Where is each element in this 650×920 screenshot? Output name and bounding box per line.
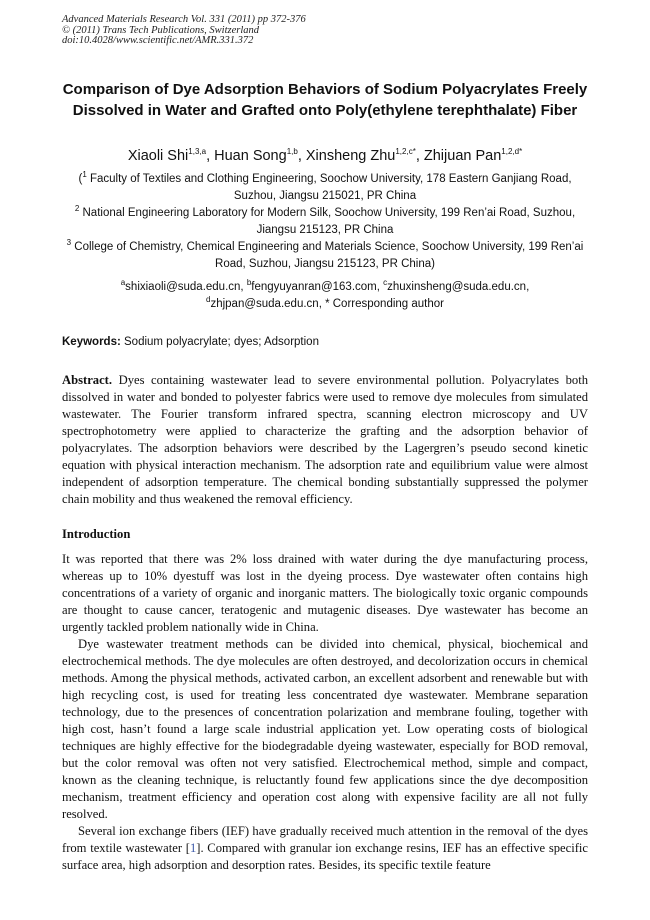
author-name: Xinsheng Zhu	[305, 148, 396, 164]
keywords-label: Keywords:	[62, 336, 121, 348]
email-d[interactable]: zhjpan@suda.edu.cn	[210, 298, 319, 310]
author-name: Zhijuan Pan	[423, 148, 502, 164]
keywords	[62, 334, 319, 350]
paragraph: Dye wastewater treatment methods can be divided into chemical, physical, biochemical and electrochemical methods. The dye molecules are often destroyed, and decolorization occurs in chemical methods. Among the physical methods, activated carbon, an excellent adsorbent and renewable but with high recycling cost, is used for treating less concentrated dye wastewater. Membrane separation technology, due to the presences of concentration polarization and membrane fouling, together with high cost, hasn’t found a large scale industrial application yet. Low operating costs of biological techniques are highly effective for the biodegradable dyeing wastewater, especially for BOD removal, but the color removal was often not very satisfied. Electrochemical method, simple and compact, known as the cleaning technique, is reluctantly found few applications since the dye decomposition mechanism, treatment efficiency and operation cost along with expensive facility are all not fully resolved.	[62, 637, 588, 821]
abstract	[62, 372, 588, 508]
paragraph	[62, 823, 588, 874]
email-list: $^a$shixiaoli@suda.edu.cn, $^b$fengyuyanran@163.com, $^c$zhuxinsheng@suda.edu.cn, $^d$zhjpan@suda.edu.cn, * Corresponding author	[120, 278, 530, 310]
paragraph-text: ]. Compared with granular ion exchange resins, IEF has an effective specific surface area, high adsorption and desorption rates. Besides, its specific textile feature	[62, 841, 588, 872]
corresponding-note: * Corresponding author	[325, 298, 444, 310]
author-affiliation-marker: 1,2,c*	[395, 147, 416, 157]
affiliation-number: 2	[74, 204, 80, 214]
section-heading-introduction: Introduction	[62, 527, 131, 541]
author-name: Huan Song	[214, 148, 287, 164]
email-b[interactable]: fengyuyanran@163.com	[251, 281, 377, 293]
affiliation-number: 3	[66, 238, 72, 248]
abstract-text: Dyes containing wastewater lead to severe environmental pollution. Polyacrylates both dissolved in water and bonded to polyester fabrics were used to remove dye molecules from simulated wastewater. The Fourier transform infrared spectra, scanning electron microscopy and UV spectrophotometry were applied to characterize the grafting and the adsorption behavior of polyacrylates. The adsorption behaviors were described by the Lagergren’s pseudo second kinetic equation with physical interaction mechanism. The adsorption rate and equilibrium value were almost independent of adsorption temperature. The chemical bonding substantially suppressed the polymer chain mobility and thus weakened the removal efficiency.	[62, 373, 588, 506]
affiliation-paren: (	[78, 173, 83, 185]
affiliation-text: Faculty of Textiles and Clothing Engineering, Soochow University, 178 Eastern Ganjiang Road, Suzhou, Jiangsu 215021, PR China	[86, 173, 572, 202]
affiliation-text: National Engineering Laboratory for Modern Silk, Soochow University, 199 Ren’ai Road, Suzhou, Jiangsu 215123, PR China	[79, 207, 576, 236]
abstract-label: Abstract.	[62, 373, 113, 387]
paper-title: Comparison of Dye Adsorption Behaviors of Sodium Polyacrylates Freely Dissolved in Water and Grafted onto Poly(ethylene terephthalate) Fiber	[62, 81, 588, 119]
author-separator: ,	[415, 148, 424, 164]
affiliation-text: College of Chemistry, Chemical Engineering and Materials Science, Soochow University, 199 Ren’ai Road, Suzhou, Jiangsu 215123, PR China)	[71, 241, 584, 270]
affiliation-1	[58, 171, 592, 205]
email-a[interactable]: shixiaoli@suda.edu.cn	[125, 281, 241, 293]
author-affiliation-marker: 1,3,a	[188, 147, 207, 157]
email-c[interactable]: zhuxinsheng@suda.edu.cn	[387, 281, 527, 293]
introduction-body	[62, 551, 588, 874]
citation-link[interactable]: 1	[189, 841, 197, 855]
author-list	[40, 147, 610, 165]
author-separator: ,	[297, 148, 306, 164]
affiliation-number: 1	[82, 170, 87, 180]
keywords-text: Sodium polyacrylate; dyes; Adsorption	[124, 336, 319, 348]
paragraph: It was reported that there was 2% loss drained with water during the dye manufacturing process, whereas up to 10% dyestuff was lost in the dyeing process. Dye wastewater often contains high concentrations of a variety of organic and inorganic matters. The biologically toxic organic compounds are thought to cause cancer, teratogenic and mutagenic diseases. Dye wastewater has become an urgently tackled problem nationally wide in China.	[62, 552, 588, 634]
doi-line: doi:10.4028/www.scientific.net/AMR.331.372	[62, 35, 254, 46]
journal-header	[62, 15, 306, 47]
affiliation-2	[58, 205, 592, 239]
affiliation-3	[58, 239, 592, 273]
copyright-line: © (2011) Trans Tech Publications, Switzerland	[62, 24, 259, 36]
paragraph-text: Several ion exchange fibers (IEF) have gradually received much attention in the removal of the dyes from textile wastewater [	[62, 824, 588, 855]
author-separator: ,	[206, 148, 215, 164]
author-affiliation-marker: 1,b	[286, 147, 298, 157]
author-name: Xiaoli Shi	[127, 148, 189, 164]
journal-citation: Advanced Materials Research Vol. 331 (2011) pp 372-376	[62, 14, 306, 25]
author-affiliation-marker: 1,2,d*	[501, 147, 523, 157]
